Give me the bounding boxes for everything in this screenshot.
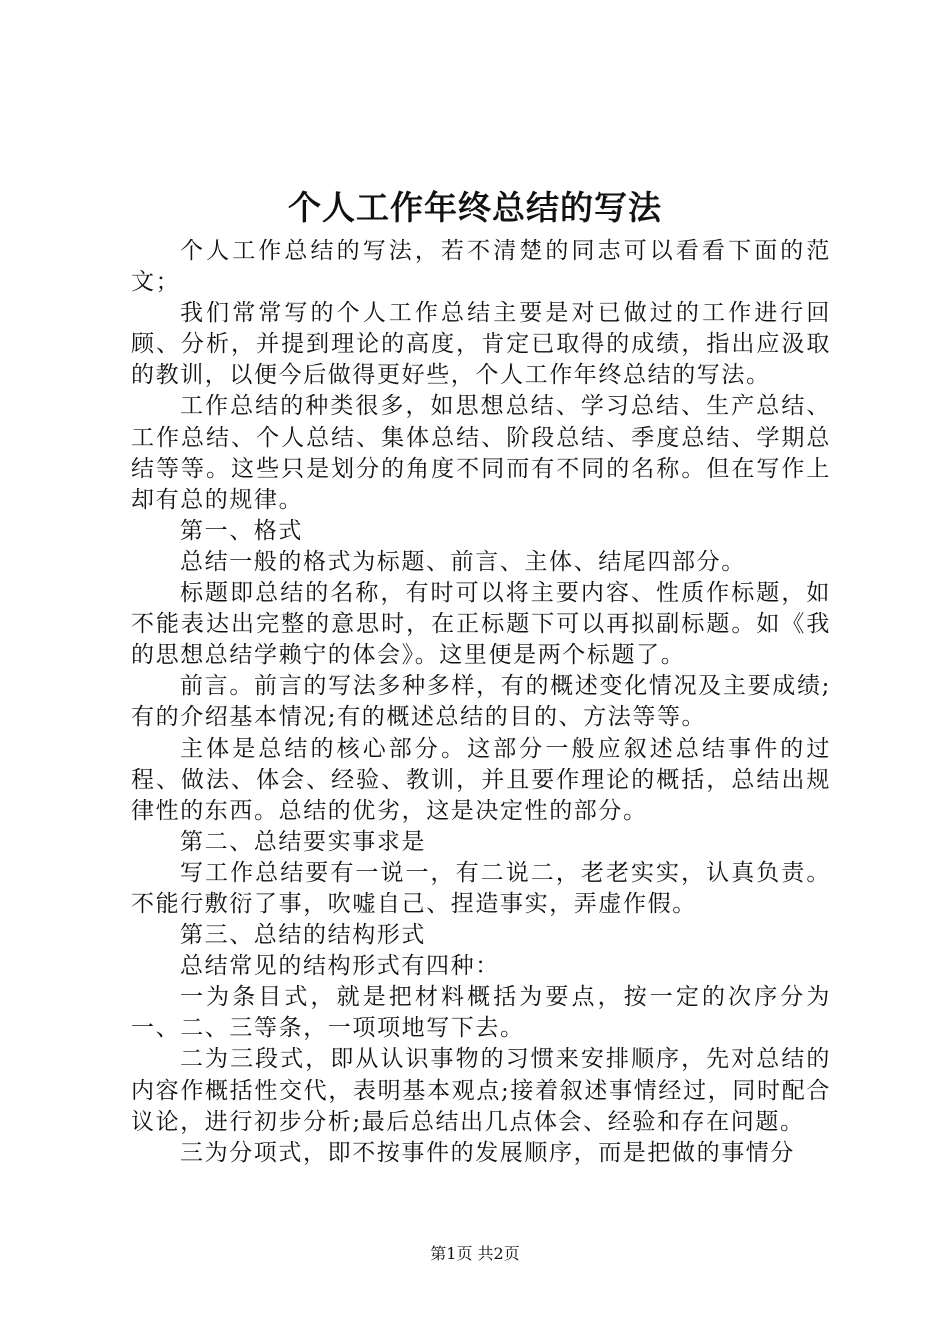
paragraph: 个人工作总结的写法，若不清楚的同志可以看看下面的范文； [131,238,831,296]
document-body [131,236,831,1169]
paragraph: 总结一般的格式为标题、前言、主体、结尾四部分。 [180,548,746,575]
paragraph: 前言。前言的写法多种多样，有的概述变化情况及主要成绩;有的介绍基本情况;有的概述总结的目的、方法等等。 [131,673,831,731]
paragraph: 二为三段式，即从认识事物的习惯来安排顺序，先对总结的内容作概括性交代，表明基本观点;接着叙述事情经过，同时配合议论，进行初步分析;最后总结出几点体会、经验和存在问题。 [131,1046,831,1135]
document-title: 个人工作年终总结的写法 [288,188,662,227]
paragraph: 写工作总结要有一说一，有二说二，老老实实，认真负责。不能行敷衍了事，吹嘘自己、捏造事实，弄虚作假。 [131,859,831,917]
paragraph: 主体是总结的核心部分。这部分一般应叙述总结事件的过程、做法、体会、经验、教训，并且要作理论的概括，总结出规律性的东西。总结的优劣，这是决定性的部分。 [131,735,831,824]
paragraph: 工作总结的种类很多，如思想总结、学习总结、生产总结、工作总结、个人总结、集体总结、阶段总结、季度总结、学期总结等等。这些只是划分的角度不同而有不同的名称。但在写作上却有总的规律。 [131,393,831,513]
section-heading: 第一、格式 [180,517,303,544]
paragraph: 我们常常写的个人工作总结主要是对已做过的工作进行回顾、分析，并提到理论的高度，肯定已取得的成绩，指出应汲取的教训，以便今后做得更好些，个人工作年终总结的写法。 [131,300,831,389]
page-footer: 第1页 共2页 [430,1244,520,1263]
paragraph: 标题即总结的名称，有时可以将主要内容、性质作标题，如不能表达出完整的意思时，在正标题下可以再拟副标题。如《我的思想总结学赖宁的体会》。这里便是两个标题了。 [131,580,831,669]
paragraph: 总结常见的结构形式有四种： [180,953,500,980]
section-heading: 第三、总结的结构形式 [180,922,426,949]
section-heading: 第二、总结要实事求是 [180,828,426,855]
paragraph: 三为分项式，即不按事件的发展顺序，而是把做的事情分 [180,1139,795,1166]
paragraph: 一为条目式，就是把材料概括为要点，按一定的次序分为一、二、三等条，一项项地写下去。 [131,984,831,1042]
